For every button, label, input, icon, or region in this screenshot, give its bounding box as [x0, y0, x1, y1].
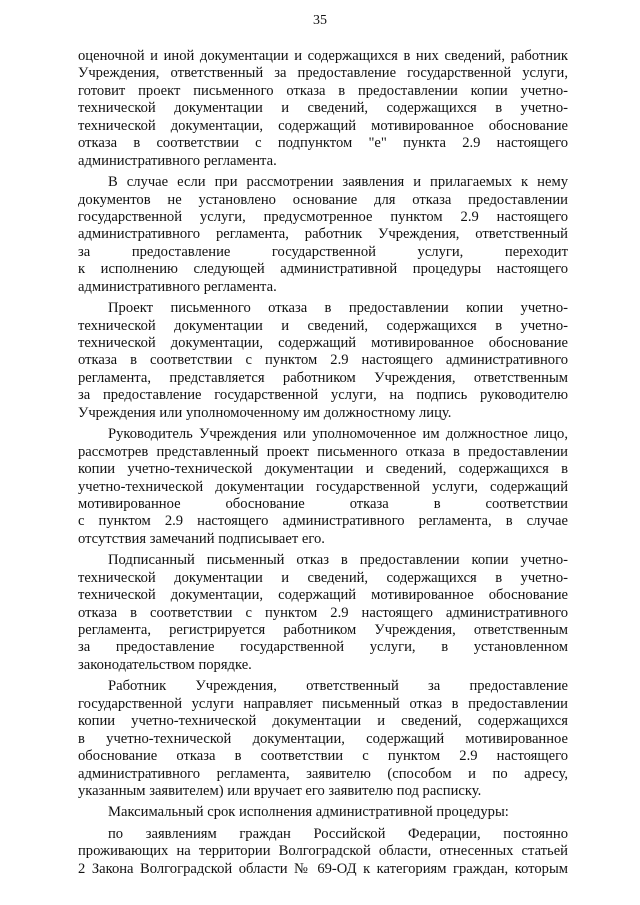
text-line: по заявлениям граждан Российской Федерации, постоянно	[108, 825, 568, 842]
text-line: рассмотрев представленный проект письменного отказа в предоставлении	[78, 443, 568, 460]
text-line: регламента, регистрируется работником Учреждения, ответственным	[78, 622, 568, 638]
text-line: указанным заявителем) или вручает его заявителю под расписку.	[78, 782, 482, 799]
text-line: административного регламента.	[78, 152, 277, 169]
text-line: законодательством порядке.	[78, 656, 252, 673]
text-line: отсутствия замечаний подписывает его.	[78, 530, 325, 547]
text-line: административного регламента, работник Учреждения, ответственный	[78, 226, 568, 243]
text-line: с пунктом 2.9 настоящего административного регламента, в случае	[78, 513, 568, 530]
text-line: документов не установлено основание для отказа предоставлении	[78, 191, 568, 208]
text-line: государственной услуги направляет письменный отказ в предоставлении	[78, 695, 568, 712]
text-line: проживающих на территории Волгоградской области, отнесенных статьей	[78, 843, 568, 860]
text-line: административного регламента, заявителю (способом и по адресу,	[78, 765, 568, 782]
text-line: технической документации, содержащий мотивированное обоснование	[78, 587, 568, 604]
text-line: технической документации, содержащий мотивированное обоснование	[78, 117, 568, 134]
text-line: 2 Закона Волгоградской области № 69-ОД к категориям граждан, которым	[78, 860, 568, 877]
text-line: к исполнению следующей административной процедуры настоящего	[78, 261, 568, 278]
text-line: за предоставление государственной услуги, переходит	[78, 243, 568, 260]
text-line: Подписанный письменный отказ в предоставлении копии учетно-	[108, 552, 568, 569]
text-line: регламента, представляется работником Учреждения, ответственным	[78, 369, 568, 386]
text-line: копии учетно-технической документации и сведений, содержащихся в	[78, 461, 568, 478]
text-line: учетно-технической документации государственной услуги, содержащий	[78, 478, 568, 495]
text-line: Учреждения или уполномоченному им должностному лицу.	[78, 404, 452, 421]
text-line: отказа в соответствии с пунктом 2.9 настоящего административного	[78, 604, 568, 621]
text-line: готовит проект письменного отказа в предоставлении копии учетно-	[78, 82, 568, 99]
text-line: обоснование отказа в соответствии с пунктом 2.9 настоящего	[78, 748, 568, 765]
text-line: копии учетно-технической документации и сведений, содержащихся	[78, 713, 568, 730]
text-line: Максимальный срок исполнения административной процедуры:	[108, 804, 509, 821]
text-line: государственной услуги, предусмотренное пунктом 2.9 настоящего	[78, 208, 568, 225]
text-line: в учетно-технической документации, содержащий мотивированное	[78, 730, 568, 747]
text-line: технической документации, содержащий мотивированное обоснование	[78, 335, 568, 351]
text-line: за предоставление государственной услуги, на подпись руководителю	[78, 387, 568, 404]
text-line: за предоставление государственной услуги, в установленном	[78, 639, 568, 656]
page-number: 35	[313, 13, 327, 28]
text-line: технической документации и сведений, содержащихся в учетно-	[78, 569, 568, 586]
text-line: административного регламента.	[78, 278, 277, 295]
text-line: Работник Учреждения, ответственный за предоставление	[108, 678, 568, 695]
text-line: технической документации и сведений, содержащихся в учетно-	[78, 100, 568, 117]
text-line: В случае если при рассмотрении заявления и прилагаемых к нему	[108, 174, 568, 191]
text-line: Руководитель Учреждения или уполномоченное им должностное лицо,	[108, 426, 568, 443]
text-line: мотивированное обоснование отказа в соответствии	[78, 495, 568, 512]
text-line: Учреждения, ответственный за предоставление государственной услуги,	[78, 65, 568, 82]
text-line: Проект письменного отказа в предоставлении копии учетно-	[108, 300, 568, 317]
text-line: технической документации и сведений, содержащихся в учетно-	[78, 317, 568, 334]
text-line: отказа в соответствии с пунктом 2.9 настоящего административного	[78, 352, 568, 369]
body-text	[78, 48, 568, 878]
text-line: отказа в соответствии с подпунктом "е" пункта 2.9 настоящего	[78, 135, 568, 152]
text-line: оценочной и иной документации и содержащихся в них сведений, работник	[78, 48, 568, 64]
